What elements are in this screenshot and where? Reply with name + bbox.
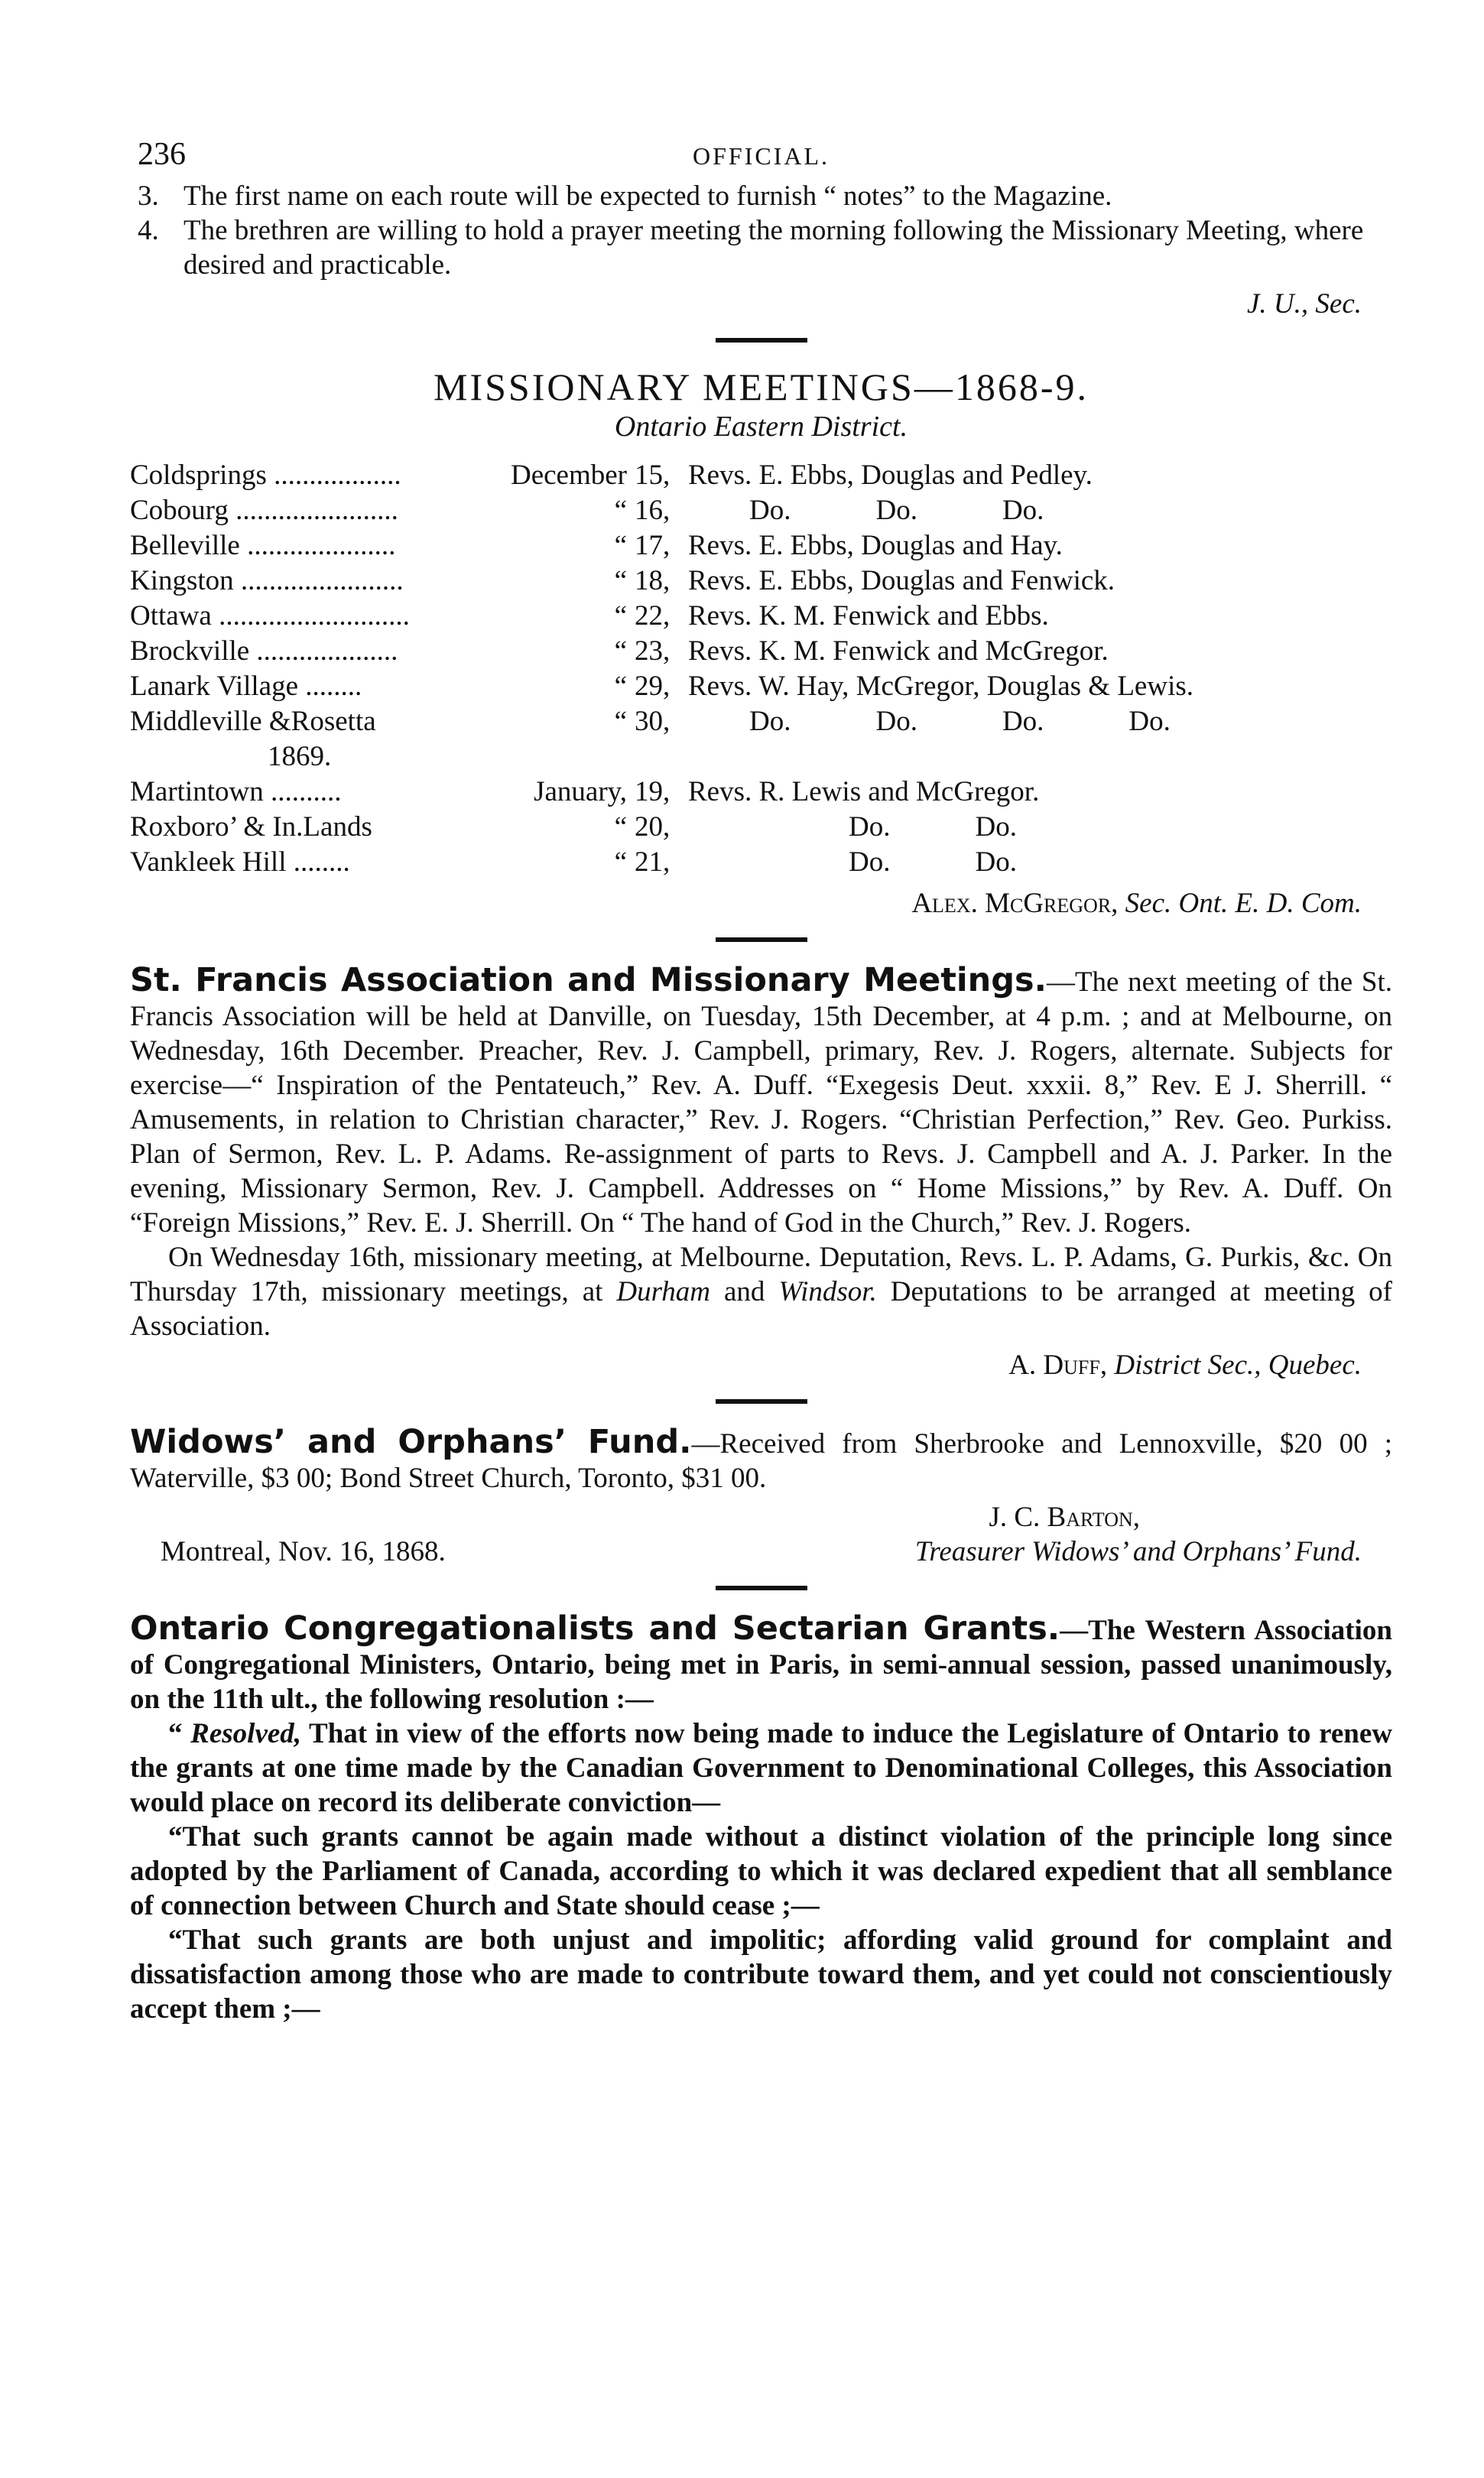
place-date: Montreal, Nov. 16, 1868. xyxy=(161,1536,446,1567)
table-row xyxy=(130,563,1392,599)
widows-signature-role: Treasurer Widows’ and Orphans’ Fund. xyxy=(914,1536,1362,1567)
table-row xyxy=(130,775,1392,810)
meeting-month: “ xyxy=(614,600,627,632)
meeting-day: 20, xyxy=(635,811,671,843)
note-item xyxy=(138,179,1392,213)
divider-rule xyxy=(716,937,807,942)
signature-name: Alex. McGregor, xyxy=(911,888,1119,919)
missionary-meetings-section xyxy=(130,364,1392,921)
signature-role: Sec. Ont. E. D. Com. xyxy=(1125,888,1362,919)
meeting-speakers: Revs. K. M. Fenwick and McGregor. xyxy=(688,635,1109,667)
widows-signature-name: J. C. Barton, xyxy=(989,1502,1140,1533)
signature-role: District Sec., Quebec. xyxy=(1114,1349,1362,1381)
note-text: The first name on each route will be expected to furnish “ notes” to the Magazine. xyxy=(183,180,1112,212)
meetings-subtitle: Ontario Eastern District. xyxy=(614,411,908,443)
meeting-place: Middleville &Rosetta xyxy=(130,706,376,737)
meeting-month: “ xyxy=(614,635,627,667)
note-number: 4. xyxy=(138,215,159,246)
conjunction: and xyxy=(710,1276,779,1307)
meeting-day: 18, xyxy=(635,565,671,596)
meeting-day: 16, xyxy=(635,495,671,526)
meeting-day: 19, xyxy=(635,776,671,807)
notes-section xyxy=(130,179,1392,321)
note-item xyxy=(138,213,1392,282)
meeting-month: “ xyxy=(614,671,627,702)
year-label: 1869. xyxy=(268,741,332,772)
st-francis-text: —The next meeting of the St. Francis Association will be held at Danville, on Tuesday, 15th December, at 4 p.m. ; and at Melbourne, on Wednesday, 16th December. Preacher, Rev. J. Campbell, primary, Rev. J. Rogers, alternate. Subjects for exercise—“ Inspiration of the Pentateuch,” Rev. A. Duff. “Exegesis Deut. xxxii. 8,” Rev. E J. Sherrill. “ Amusements, in relation to Christian character,” Rev. J. Rogers. “Christian Perfection,” Rev. Geo. Purkiss. Plan of Sermon, Rev. L. P. Adams. Re-assignment of parts to Revs. J. Campbell and A. J. Parker. In the evening, Missionary Sermon, Rev. J. Campbell. Addresses on “ Home Missions,” by Rev. A. Duff. On “Foreign Missions,” Rev. E. J. Sherrill. On “ The hand of God in the Church,” Rev. J. Rogers. xyxy=(130,966,1392,1239)
widows-heading: Widows’ and Orphans’ Fund. xyxy=(130,1423,692,1461)
widows-text: —Received from Sherbrooke and Lennoxville, $20 00 ; Waterville, $3 00; Bond Street Church, Toronto, $31 00. xyxy=(130,1428,1393,1494)
ontario-intro: —The Western Association of Congregational Ministers, Ontario, being met in Paris, in semi-annual session, passed unanimously, on the 11th ult., the following resolution :— xyxy=(130,1615,1392,1715)
meeting-month: “ xyxy=(614,811,627,843)
resolved-word: Resolved, xyxy=(190,1718,302,1749)
st-francis-text-2a: On Wednesday 16th, missionary meeting, at Melbourne. Deputation, Revs. L. P. Adams, G. Purkis, &c. On Thursday 17th, missionary meetings, at xyxy=(130,1242,1392,1307)
notes-signature: J. U., Sec. xyxy=(1247,288,1362,320)
meeting-day: 29, xyxy=(635,671,671,702)
signature-name: A. Duff, xyxy=(1008,1349,1108,1381)
running-title: OFFICIAL. xyxy=(692,142,830,170)
st-francis-text-2b: Deputations to be arranged at meeting of Association. xyxy=(130,1276,1392,1342)
st-francis-signature xyxy=(130,1348,1362,1382)
table-row xyxy=(130,845,1392,880)
table-row xyxy=(130,704,1392,739)
st-francis-paragraph xyxy=(130,963,1392,1240)
meeting-place: Vankleek Hill ........ xyxy=(130,846,350,878)
meeting-speakers: Do. Do. Do. xyxy=(749,495,1044,526)
meeting-speakers: Revs. K. M. Fenwick and Ebbs. xyxy=(688,600,1049,632)
page-number: 236 xyxy=(138,137,186,172)
table-row xyxy=(130,669,1392,704)
meeting-place: Belleville ..................... xyxy=(130,530,396,561)
meeting-place: Martintown .......... xyxy=(130,776,342,807)
meeting-day: 30, xyxy=(635,706,671,737)
st-francis-paragraph-2 xyxy=(130,1240,1392,1343)
ontario-heading: Ontario Congregationalists and Sectarian Grants. xyxy=(130,1609,1060,1648)
note-text: The brethren are willing to hold a prayer meeting the morning following the Missionary Meeting, where desired and practicable. xyxy=(183,215,1364,281)
ontario-paragraph-3: “That such grants are both unjust and impolitic; affording valid ground for complaint and dissatisfaction among those who are made to contribute toward them, and yet could not conscientiously accept them ;— xyxy=(130,1924,1392,2025)
divider-rule xyxy=(716,1399,807,1404)
place-windsor: Windsor. xyxy=(778,1276,877,1307)
meeting-day: 15, xyxy=(635,460,671,491)
meeting-speakers: Do. Do. xyxy=(849,846,1017,878)
ontario-resolved xyxy=(130,1716,1392,1820)
meeting-speakers: Do. Do. Do. Do. xyxy=(749,706,1171,737)
open-quote: “ xyxy=(168,1718,191,1749)
meeting-month: “ xyxy=(614,706,627,737)
meetings-signature xyxy=(130,886,1362,921)
table-row xyxy=(130,528,1392,563)
ontario-paragraph xyxy=(130,1609,1392,1716)
st-francis-heading: St. Francis Association and Missionary Meetings. xyxy=(130,961,1047,999)
divider-rule xyxy=(716,338,807,343)
note-number: 3. xyxy=(138,180,159,212)
st-francis-section xyxy=(130,963,1392,1382)
meeting-speakers: Revs. E. Ebbs, Douglas and Pedley. xyxy=(688,460,1093,491)
meeting-day: 21, xyxy=(635,846,671,878)
meeting-month: “ xyxy=(614,495,627,526)
meeting-month: January, xyxy=(534,776,627,807)
meetings-title: MISSIONARY MEETINGS—1868-9. xyxy=(434,365,1089,408)
widows-paragraph xyxy=(130,1425,1392,1496)
table-row xyxy=(130,810,1392,845)
meeting-place: Coldsprings .................. xyxy=(130,460,401,491)
resolved-text: That in view of the efforts now being made to induce the Legislature of Ontario to renew the grants at one time made by the Canadian Government to Denominational Colleges, this Association would place on record its deliberate conviction— xyxy=(130,1718,1392,1818)
running-head xyxy=(130,115,1392,172)
meeting-month: “ xyxy=(614,565,627,596)
table-row xyxy=(130,599,1392,634)
widows-footer xyxy=(130,1535,1392,1569)
meeting-month: December xyxy=(510,460,627,491)
meeting-place: Roxboro’ & In.Lands xyxy=(130,811,372,843)
widows-fund-section xyxy=(130,1425,1392,1569)
meeting-speakers: Revs. E. Ebbs, Douglas and Hay. xyxy=(688,530,1063,561)
meeting-speakers: Revs. R. Lewis and McGregor. xyxy=(688,776,1040,807)
meeting-day: 17, xyxy=(635,530,671,561)
meeting-day: 23, xyxy=(635,635,671,667)
meeting-place: Kingston ....................... xyxy=(130,565,404,596)
meeting-place: Cobourg ....................... xyxy=(130,495,398,526)
meeting-speakers: Do. Do. xyxy=(849,811,1017,843)
meeting-speakers: Revs. W. Hay, McGregor, Douglas & Lewis. xyxy=(688,671,1193,702)
meeting-month: “ xyxy=(614,846,627,878)
meeting-day: 22, xyxy=(635,600,671,632)
meeting-month: “ xyxy=(614,530,627,561)
ontario-section xyxy=(130,1609,1392,2026)
place-durham: Durham xyxy=(616,1276,711,1307)
meeting-place: Lanark Village ........ xyxy=(130,671,362,702)
table-row xyxy=(130,634,1392,669)
table-row xyxy=(130,458,1392,493)
meetings-table xyxy=(130,458,1392,880)
ontario-paragraph-2: “That such grants cannot be again made without a distinct violation of the principle long since adopted by the Parliament of Canada, according to which it was declared expedient that all semblance of connection between Church and State should cease ;— xyxy=(130,1821,1392,1921)
meeting-place: Ottawa ........................... xyxy=(130,600,410,632)
meeting-place: Brockville .................... xyxy=(130,635,398,667)
divider-rule xyxy=(716,1586,807,1590)
meeting-speakers: Revs. E. Ebbs, Douglas and Fenwick. xyxy=(688,565,1115,596)
table-row xyxy=(130,493,1392,528)
